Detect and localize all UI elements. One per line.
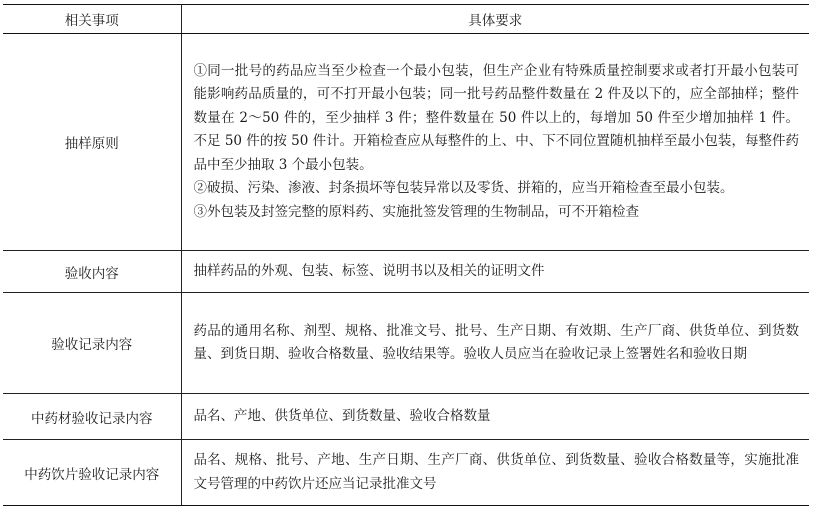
header-item: 相关事项 xyxy=(3,5,181,34)
table-row xyxy=(3,394,809,440)
content-paragraph: 抽样药品的外观、包装、标签、说明书以及相关的证明文件 xyxy=(193,262,545,279)
content-paragraph: ③外包装及封签完整的原料药、实施批签发管理的生物制品，可不开箱检查 xyxy=(193,203,639,220)
table-row xyxy=(3,251,809,293)
header-requirement: 具体要求 xyxy=(181,5,809,34)
content-paragraph: ②破损、污染、渗液、封条损坏等包装异常以及零货、拼箱的，应当开箱检查至最小包装。 xyxy=(193,180,734,197)
table-row xyxy=(3,293,809,394)
row-label: 抽样原则 xyxy=(3,34,181,251)
row-label: 中药饮片验收记录内容 xyxy=(3,440,181,506)
table-body xyxy=(3,34,809,506)
table-header xyxy=(3,5,809,34)
row-content xyxy=(181,440,809,506)
row-content xyxy=(181,293,809,394)
row-label: 中药材验收记录内容 xyxy=(3,394,181,440)
requirements-table xyxy=(3,4,809,506)
content-paragraph: 品名、产地、供货单位、到货数量、验收合格数量 xyxy=(193,407,491,424)
table-row xyxy=(3,34,809,251)
row-label: 验收内容 xyxy=(3,251,181,293)
table-row xyxy=(3,440,809,506)
row-content xyxy=(181,251,809,293)
row-content xyxy=(181,394,809,440)
row-label: 验收记录内容 xyxy=(3,293,181,394)
content-paragraph: ①同一批号的药品应当至少检查一个最小包装，但生产企业有特殊质量控制要求或者打开最小包装可能影响药品质量的，可不打开最小包装；同一批号药品整件数量在 2 件及以下的，应全部抽样；整件数量在 2～50 件的，至少抽样 3 件；整件数量在 50 件以上的，每增加 50 件至少增加抽样 1 件。不足 50 件的按 50 件计。开箱检查应从每整件的上、中、下不同位置随机抽样至最小包装，每整件药品中至少抽取 3 个最小包装。 xyxy=(193,62,799,173)
header-row xyxy=(3,5,809,34)
row-content xyxy=(181,34,809,251)
content-paragraph: 药品的通用名称、剂型、规格、批准文号、批号、生产日期、有效期、生产厂商、供货单位、到货数量、到货日期、验收合格数量、验收结果等。验收人员应当在验收记录上签署姓名和验收日期 xyxy=(193,322,799,362)
content-paragraph: 品名、规格、批号、产地、生产日期、生产厂商、供货单位、到货数量、验收合格数量等，实施批准文号管理的中药饮片还应当记录批准文号 xyxy=(193,452,799,492)
